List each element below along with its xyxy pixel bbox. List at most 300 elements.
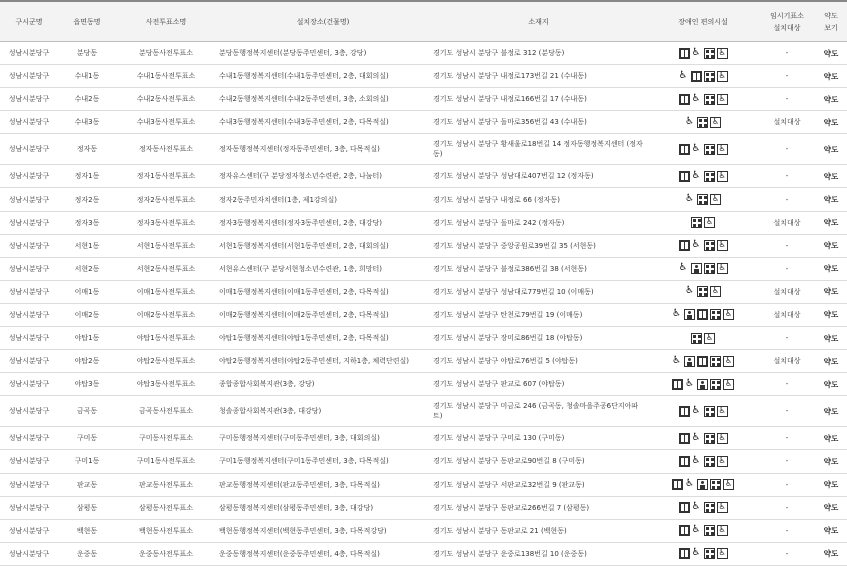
map-link[interactable]: 약도: [823, 406, 839, 416]
toilet-icon: [691, 263, 702, 274]
gu-cell: 성남시분당구: [0, 211, 58, 234]
gu-cell: 성남시분당구: [0, 519, 58, 542]
toilet-icon: [684, 309, 695, 320]
table-row: [0, 211, 847, 234]
elev-icon: [697, 356, 708, 367]
map-cell: [815, 257, 847, 280]
map-cell: [815, 373, 847, 396]
address-cell: 경기도 성남시 분당구 내정로 66 (정자동): [430, 188, 647, 211]
station-cell: 정자동사전투표소: [116, 134, 216, 165]
facility-icons-cell: [647, 450, 759, 473]
map-link[interactable]: 약도: [823, 379, 839, 389]
elev-icon: [679, 433, 690, 444]
braille-icon: [697, 286, 708, 297]
braille-icon: [704, 171, 715, 182]
place-cell: 이매1동행정복지센터(이매1동주민센터, 2층, 다목적실): [216, 280, 430, 303]
map-link[interactable]: 약도: [823, 71, 839, 81]
table-row: [0, 473, 847, 496]
braille-icon: [697, 194, 708, 205]
braille-icon: [704, 240, 715, 251]
access-icon: [723, 379, 734, 390]
gu-cell: 성남시분당구: [0, 165, 58, 188]
facility-icons-cell: [647, 519, 759, 542]
place-cell: 운중동행정복지센터(운중동주민센터, 4층, 다목적실): [216, 542, 430, 565]
elev-icon: [679, 144, 690, 155]
temp-booth-cell: 설치대상: [759, 111, 815, 134]
address-cell: 경기도 성남시 분당구 야탑로76번길 5 (야탑동): [430, 350, 647, 373]
address-cell: 경기도 성남시 분당구 동판교로 21 (백현동): [430, 519, 647, 542]
elev-icon: [679, 456, 690, 467]
dong-cell: 야탑2동: [58, 350, 116, 373]
map-cell: [815, 88, 847, 111]
access-icon: [717, 48, 728, 59]
table-row: [0, 280, 847, 303]
address-cell: 경기도 성남시 분당구 내정로173번길 21 (수내동): [430, 65, 647, 88]
access-icon: [723, 309, 734, 320]
place-cell: 판교동행정복지센터(판교동주민센터, 3층, 다목적실): [216, 473, 430, 496]
map-link[interactable]: 약도: [823, 94, 839, 104]
table-row: [0, 234, 847, 257]
temp-booth-cell: -: [759, 373, 815, 396]
place-cell: 종합종합사회복지관(3층, 강당): [216, 373, 430, 396]
map-cell: [815, 42, 847, 65]
dong-cell: 수내2동: [58, 88, 116, 111]
table-row: [0, 396, 847, 427]
table-row: [0, 42, 847, 65]
table-row: [0, 450, 847, 473]
wheelchair-icon: [692, 456, 702, 467]
address-cell: 경기도 성남시 분당구 장미로86번길 18 (야탑동): [430, 327, 647, 350]
facility-icons-cell: [647, 396, 759, 427]
elev-icon: [679, 525, 690, 536]
temp-booth-cell: -: [759, 42, 815, 65]
address-cell: 경기도 성남시 분당구 운중로138번길 10 (운중동): [430, 542, 647, 565]
map-link[interactable]: 약도: [823, 480, 839, 490]
temp-booth-cell: 설치대상: [759, 350, 815, 373]
dong-cell: 구미1동: [58, 450, 116, 473]
map-cell: [815, 165, 847, 188]
access-icon: [710, 194, 721, 205]
facility-icons-cell: [647, 88, 759, 111]
gu-cell: 성남시분당구: [0, 350, 58, 373]
map-cell: [815, 303, 847, 326]
dong-cell: 삼평동: [58, 496, 116, 519]
access-icon: [717, 433, 728, 444]
table-body: [0, 42, 847, 566]
address-cell: 경기도 성남시 분당구 돌마로356번길 43 (수내동): [430, 111, 647, 134]
access-icon: [717, 456, 728, 467]
place-cell: 정자2동주민자치센터(1층, 제1강의실): [216, 188, 430, 211]
dong-cell: 정자1동: [58, 165, 116, 188]
address-cell: 경기도 성남시 분당구 중앙공원로39번길 35 (서현동): [430, 234, 647, 257]
place-cell: 이매2동행정복지센터(이매2동주민센터, 2층, 다목적실): [216, 303, 430, 326]
address-cell: 경기도 성남시 분당구 황새울로18번길 14 정자동행정복지센터 (정자동): [430, 134, 647, 165]
address-cell: 경기도 성남시 분당구 내정로166번길 17 (수내동): [430, 88, 647, 111]
elev-icon: [672, 479, 683, 490]
map-cell: [815, 234, 847, 257]
map-cell: [815, 396, 847, 427]
place-cell: 수내2동행정복지센터(수내2동주민센터, 3층, 소회의실): [216, 88, 430, 111]
map-cell: [815, 496, 847, 519]
table-row: [0, 496, 847, 519]
facility-icons-cell: [647, 134, 759, 165]
dong-cell: 수내3동: [58, 111, 116, 134]
elev-icon: [679, 48, 690, 59]
station-cell: 야탑3동사전투표소: [116, 373, 216, 396]
col-gu: 구시군명: [0, 1, 58, 42]
access-icon: [717, 502, 728, 513]
place-cell: 수내1동행정복지센터(수내1동주민센터, 2층, 대회의실): [216, 65, 430, 88]
facility-icons-cell: [647, 473, 759, 496]
station-cell: 서현1동사전투표소: [116, 234, 216, 257]
dong-cell: 구미동: [58, 427, 116, 450]
gu-cell: 성남시분당구: [0, 396, 58, 427]
station-cell: 운중동사전투표소: [116, 542, 216, 565]
station-cell: 야탑1동사전투표소: [116, 327, 216, 350]
dong-cell: 백현동: [58, 519, 116, 542]
dong-cell: 수내1동: [58, 65, 116, 88]
braille-icon: [704, 433, 715, 444]
elev-icon: [679, 171, 690, 182]
station-cell: 정자3동사전투표소: [116, 211, 216, 234]
gu-cell: 성남시분당구: [0, 327, 58, 350]
access-icon: [717, 240, 728, 251]
map-link[interactable]: 약도: [823, 356, 839, 366]
temp-booth-cell: -: [759, 496, 815, 519]
station-cell: 수내3동사전투표소: [116, 111, 216, 134]
map-link[interactable]: 약도: [823, 171, 839, 181]
map-link[interactable]: 약도: [823, 503, 839, 513]
elev-icon: [679, 548, 690, 559]
map-cell: [815, 473, 847, 496]
wheelchair-icon: [692, 548, 702, 559]
facility-icons-cell: [647, 42, 759, 65]
address-cell: 경기도 성남시 분당구 성남대로407번길 12 (정자동): [430, 165, 647, 188]
table-row: [0, 542, 847, 565]
braille-icon: [691, 333, 702, 344]
toilet-icon: [697, 479, 708, 490]
map-cell: [815, 65, 847, 88]
toilet-icon: [684, 356, 695, 367]
access-icon: [710, 117, 721, 128]
station-cell: 구미동사전투표소: [116, 427, 216, 450]
place-cell: 정자동행정복지센터(정자동주민센터, 3층, 다목적실): [216, 134, 430, 165]
wheelchair-icon: [685, 479, 695, 490]
table-row: [0, 257, 847, 280]
wheelchair-icon: [679, 263, 689, 274]
facility-icons-cell: [647, 327, 759, 350]
map-link[interactable]: 약도: [823, 526, 839, 536]
facility-icons-cell: [647, 542, 759, 565]
map-link[interactable]: 약도: [823, 287, 839, 297]
temp-booth-cell: -: [759, 88, 815, 111]
access-icon: [723, 479, 734, 490]
wheelchair-icon: [685, 117, 695, 128]
place-cell: 정자3동행정복지센터(정자3동주민센터, 2층, 대강당): [216, 211, 430, 234]
map-cell: [815, 542, 847, 565]
access-icon: [717, 548, 728, 559]
map-link[interactable]: 약도: [823, 218, 839, 228]
gu-cell: 성남시분당구: [0, 280, 58, 303]
elev-icon: [691, 71, 702, 82]
elev-icon: [697, 309, 708, 320]
table-header-row: [0, 1, 847, 42]
station-cell: 삼평동사전투표소: [116, 496, 216, 519]
map-cell: [815, 211, 847, 234]
col-station: 사전투표소명: [116, 1, 216, 42]
temp-booth-cell: 설치대상: [759, 280, 815, 303]
address-cell: 경기도 성남시 분당구 성남대로779번길 10 (이매동): [430, 280, 647, 303]
dong-cell: 야탑3동: [58, 373, 116, 396]
temp-booth-cell: -: [759, 234, 815, 257]
gu-cell: 성남시분당구: [0, 234, 58, 257]
station-cell: 금곡동사전투표소: [116, 396, 216, 427]
braille-icon: [704, 502, 715, 513]
gu-cell: 성남시분당구: [0, 373, 58, 396]
facility-icons-cell: [647, 427, 759, 450]
wheelchair-icon: [692, 171, 702, 182]
temp-booth-cell: -: [759, 542, 815, 565]
braille-icon: [691, 217, 702, 228]
facility-icons-cell: [647, 234, 759, 257]
braille-icon: [704, 94, 715, 105]
wheelchair-icon: [692, 48, 702, 59]
map-cell: [815, 188, 847, 211]
place-cell: 수내3동행정복지센터(수내3동주민센터, 2층, 다목적실): [216, 111, 430, 134]
temp-booth-cell: -: [759, 165, 815, 188]
braille-icon: [704, 456, 715, 467]
access-icon: [717, 263, 728, 274]
facility-icons-cell: [647, 65, 759, 88]
gu-cell: 성남시분당구: [0, 427, 58, 450]
map-link[interactable]: 약도: [823, 310, 839, 320]
dong-cell: 정자3동: [58, 211, 116, 234]
place-cell: 서현1동행정복지센터(서현1동주민센터, 2층, 대회의실): [216, 234, 430, 257]
access-icon: [717, 525, 728, 536]
dong-cell: 금곡동: [58, 396, 116, 427]
braille-icon: [704, 406, 715, 417]
station-cell: 구미1동사전투표소: [116, 450, 216, 473]
place-cell: 야탑1동행정복지센터(야탑1동주민센터, 2층, 다목적실): [216, 327, 430, 350]
address-cell: 경기도 성남시 분당구 미금로 246 (금곡동, 청솔마을주공6단지아파트): [430, 396, 647, 427]
wheelchair-icon: [692, 406, 702, 417]
table-row: [0, 373, 847, 396]
temp-booth-cell: -: [759, 65, 815, 88]
gu-cell: 성남시분당구: [0, 257, 58, 280]
place-cell: 삼평동행정복지센터(삼평동주민센터, 3층, 대강당): [216, 496, 430, 519]
place-cell: 분당동행정복지센터(분당동주민센터, 3층, 강당): [216, 42, 430, 65]
table-row: [0, 350, 847, 373]
dong-cell: 야탑1동: [58, 327, 116, 350]
station-cell: 판교동사전투표소: [116, 473, 216, 496]
station-cell: 이매1동사전투표소: [116, 280, 216, 303]
facility-icons-cell: [647, 350, 759, 373]
wheelchair-icon: [692, 94, 702, 105]
place-cell: 정자유스센터(구 분당정자청소년수련관, 2층, 나눔터): [216, 165, 430, 188]
address-cell: 경기도 성남시 분당구 동판교로266번길 7 (삼평동): [430, 496, 647, 519]
station-cell: 수내2동사전투표소: [116, 88, 216, 111]
station-cell: 백현동사전투표소: [116, 519, 216, 542]
braille-icon: [710, 309, 721, 320]
elev-icon: [679, 240, 690, 251]
map-link[interactable]: 약도: [823, 117, 839, 127]
gu-cell: 성남시분당구: [0, 542, 58, 565]
wheelchair-icon: [672, 356, 682, 367]
dong-cell: 판교동: [58, 473, 116, 496]
address-cell: 경기도 성남시 분당구 불정로 312 (분당동): [430, 42, 647, 65]
map-cell: [815, 450, 847, 473]
station-cell: 수내1동사전투표소: [116, 65, 216, 88]
access-icon: [704, 333, 715, 344]
braille-icon: [704, 263, 715, 274]
wheelchair-icon: [685, 194, 695, 205]
gu-cell: 성남시분당구: [0, 134, 58, 165]
table-row: [0, 188, 847, 211]
dong-cell: 이매1동: [58, 280, 116, 303]
facility-icons-cell: [647, 280, 759, 303]
braille-icon: [710, 379, 721, 390]
temp-booth-cell: -: [759, 257, 815, 280]
map-link[interactable]: 약도: [823, 241, 839, 251]
map-link[interactable]: 약도: [823, 48, 839, 58]
elev-icon: [679, 502, 690, 513]
place-cell: 구미1동행정복지센터(구미1동주민센터, 3층, 다목적실): [216, 450, 430, 473]
facility-icons-cell: [647, 496, 759, 519]
dong-cell: 정자2동: [58, 188, 116, 211]
braille-icon: [710, 356, 721, 367]
access-icon: [723, 356, 734, 367]
station-cell: 정자2동사전투표소: [116, 188, 216, 211]
station-cell: 분당동사전투표소: [116, 42, 216, 65]
elev-icon: [672, 379, 683, 390]
table-row: [0, 519, 847, 542]
access-icon: [704, 217, 715, 228]
temp-booth-cell: -: [759, 188, 815, 211]
temp-booth-cell: -: [759, 450, 815, 473]
address-cell: 경기도 성남시 분당구 동판교로90번길 8 (구미동): [430, 450, 647, 473]
place-cell: 서현유스센터(구 분당서현청소년수련관, 1층, 희망터): [216, 257, 430, 280]
wheelchair-icon: [692, 433, 702, 444]
gu-cell: 성남시분당구: [0, 88, 58, 111]
place-cell: 야탑2동행정복지센터(야탑2동주민센터, 지하1층, 체력단련실): [216, 350, 430, 373]
temp-booth-cell: -: [759, 473, 815, 496]
elev-icon: [679, 406, 690, 417]
facility-icons-cell: [647, 165, 759, 188]
col-address: 소재지: [430, 1, 647, 42]
col-facilities: 장애인 편의시설: [647, 1, 759, 42]
table-row: [0, 65, 847, 88]
facility-icons-cell: [647, 373, 759, 396]
place-cell: 구미동행정복지센터(구미동주민센터, 3층, 대회의실): [216, 427, 430, 450]
wheelchair-icon: [692, 144, 702, 155]
access-icon: [710, 286, 721, 297]
dong-cell: 이매2동: [58, 303, 116, 326]
map-link[interactable]: 약도: [823, 456, 839, 466]
braille-icon: [704, 48, 715, 59]
table-row: [0, 134, 847, 165]
col-map: 약도 보기: [815, 1, 847, 42]
table-row: [0, 111, 847, 134]
station-cell: 야탑2동사전투표소: [116, 350, 216, 373]
facility-icons-cell: [647, 188, 759, 211]
dong-cell: 분당동: [58, 42, 116, 65]
wheelchair-icon: [692, 525, 702, 536]
gu-cell: 성남시분당구: [0, 473, 58, 496]
wheelchair-icon: [685, 286, 695, 297]
temp-booth-cell: -: [759, 327, 815, 350]
map-link[interactable]: 약도: [823, 433, 839, 443]
address-cell: 경기도 성남시 분당구 판교로 607 (야탑동): [430, 373, 647, 396]
station-cell: 이매2동사전투표소: [116, 303, 216, 326]
address-cell: 경기도 성남시 분당구 구미로 130 (구미동): [430, 427, 647, 450]
dong-cell: 정자동: [58, 134, 116, 165]
table-row: [0, 303, 847, 326]
braille-icon: [710, 479, 721, 490]
gu-cell: 성남시분당구: [0, 496, 58, 519]
facility-icons-cell: [647, 303, 759, 326]
gu-cell: 성남시분당구: [0, 42, 58, 65]
gu-cell: 성남시분당구: [0, 450, 58, 473]
map-link[interactable]: 약도: [823, 195, 839, 205]
access-icon: [717, 94, 728, 105]
temp-booth-cell: 설치대상: [759, 211, 815, 234]
wheelchair-icon: [672, 309, 682, 320]
place-cell: 청솔종합사회복지관(3층, 대강당): [216, 396, 430, 427]
temp-booth-cell: -: [759, 134, 815, 165]
map-cell: [815, 519, 847, 542]
map-link[interactable]: 약도: [823, 144, 839, 154]
dong-cell: 서현1동: [58, 234, 116, 257]
gu-cell: 성남시분당구: [0, 65, 58, 88]
temp-booth-cell: 설치대상: [759, 303, 815, 326]
map-cell: [815, 111, 847, 134]
toilet-icon: [697, 379, 708, 390]
facility-icons-cell: [647, 211, 759, 234]
gu-cell: 성남시분당구: [0, 303, 58, 326]
map-link[interactable]: 약도: [823, 549, 839, 559]
wheelchair-icon: [685, 379, 695, 390]
table-row: [0, 165, 847, 188]
map-cell: [815, 350, 847, 373]
map-cell: [815, 280, 847, 303]
access-icon: [717, 144, 728, 155]
address-cell: 경기도 성남시 분당구 돌마로 242 (정자동): [430, 211, 647, 234]
place-cell: 백현동행정복지센터(백현동주민센터, 3층, 다목적강당): [216, 519, 430, 542]
braille-icon: [704, 548, 715, 559]
braille-icon: [704, 525, 715, 536]
address-cell: 경기도 성남시 분당구 탄천로79번길 19 (이매동): [430, 303, 647, 326]
temp-booth-cell: -: [759, 396, 815, 427]
temp-booth-cell: -: [759, 427, 815, 450]
station-cell: 정자1동사전투표소: [116, 165, 216, 188]
map-link[interactable]: 약도: [823, 264, 839, 274]
map-cell: [815, 327, 847, 350]
gu-cell: 성남시분당구: [0, 188, 58, 211]
col-temp-booth: 임시기표소 설치대상: [759, 1, 815, 42]
wheelchair-icon: [692, 502, 702, 513]
dong-cell: 운중동: [58, 542, 116, 565]
map-link[interactable]: 약도: [823, 333, 839, 343]
gu-cell: 성남시분당구: [0, 111, 58, 134]
braille-icon: [704, 71, 715, 82]
access-icon: [717, 71, 728, 82]
access-icon: [717, 406, 728, 417]
wheelchair-icon: [679, 71, 689, 82]
braille-icon: [697, 117, 708, 128]
col-dong: 읍면동명: [58, 1, 116, 42]
access-icon: [717, 171, 728, 182]
address-cell: 경기도 성남시 분당구 서판교로32번길 9 (판교동): [430, 473, 647, 496]
